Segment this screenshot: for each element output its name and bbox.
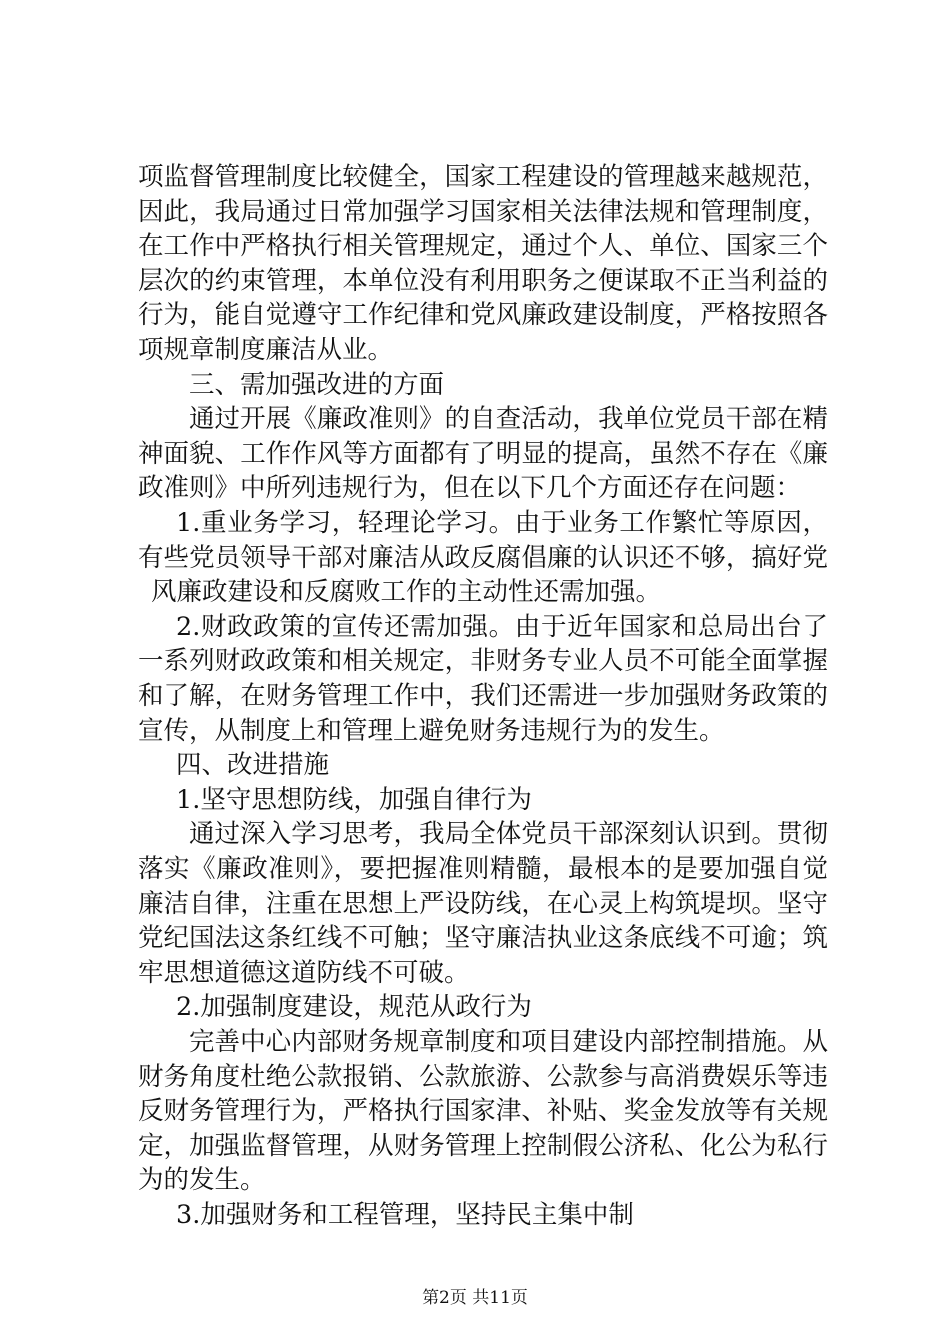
- section-heading: 四、改进措施: [176, 750, 330, 781]
- subsection-heading: 3.加强财务和工程管理，坚持民主集中制: [176, 1200, 634, 1230]
- text-line: 因此，我局通过日常加强学习国家相关法律法规和管理制度，: [138, 196, 828, 227]
- text-line: 神面貌、工作作风等方面都有了明显的提高，虽然不存在《廉: [138, 438, 828, 469]
- text-line: 行为，能自觉遵守工作纪律和党风廉政建设制度，严格按照各: [138, 300, 828, 331]
- page-number-footer: 第2页 共11页: [422, 1288, 528, 1308]
- text-line: 政准则》中所列违规行为，但在以下几个方面还存在问题：: [138, 473, 802, 504]
- text-line: 项监督管理制度比较健全，国家工程建设的管理越来越规范，: [138, 162, 828, 192]
- text-line: 党纪国法这条红线不可触；坚守廉洁执业这条底线不可逾；筑: [138, 923, 828, 954]
- text-line: 完善中心内部财务规章制度和项目建设内部控制措施。从: [189, 1027, 828, 1057]
- subsection-heading: 2.加强制度建设，规范从政行为: [176, 992, 532, 1023]
- text-line: 风廉政建设和反腐败工作的主动性还需加强。: [151, 577, 662, 608]
- text-line: 在工作中严格执行相关管理规定，通过个人、单位、国家三个: [138, 231, 828, 262]
- subsection-heading: 1.坚守思想防线，加强自律行为: [176, 784, 532, 815]
- section-heading: 三、需加强改进的方面: [189, 369, 445, 400]
- text-line: 财务角度杜绝公款报销、公款旅游、公款参与高消费娱乐等违: [138, 1061, 828, 1092]
- text-line: 宣传，从制度上和管理上避免财务违规行为的发生。: [138, 715, 725, 746]
- text-line: 1.重业务学习，轻理论学习。由于业务工作繁忙等原因，: [176, 508, 828, 538]
- text-line: 2.财政政策的宣传还需加强。由于近年国家和总局出台了: [176, 611, 828, 642]
- text-line: 牢思想道德这道防线不可破。: [138, 957, 470, 988]
- text-line: 层次的约束管理，本单位没有利用职务之便谋取不正当利益的: [138, 265, 828, 296]
- text-line: 反财务管理行为，严格执行国家津、补贴、奖金发放等有关规: [138, 1096, 828, 1127]
- text-line: 落实《廉政准则》，要把握准则精髓，最根本的是要加强自觉: [138, 854, 828, 884]
- text-line: 定，加强监督管理，从财务管理上控制假公济私、化公为私行: [138, 1130, 828, 1161]
- text-line: 和了解，在财务管理工作中，我们还需进一步加强财务政策的: [138, 681, 828, 711]
- text-line: 有些党员领导干部对廉洁从政反腐倡廉的认识还不够，搞好党: [138, 542, 828, 573]
- text-line: 通过开展《廉政准则》的自查活动，我单位党员干部在精: [189, 404, 828, 435]
- text-line: 廉洁自律，注重在思想上严设防线，在心灵上构筑堤坝。坚守: [138, 888, 828, 919]
- text-line: 为的发生。: [138, 1165, 266, 1196]
- text-line: 通过深入学习思考，我局全体党员干部深刻认识到。贯彻: [189, 819, 828, 850]
- text-line: 项规章制度廉洁从业。: [138, 335, 394, 365]
- text-line: 一系列财政政策和相关规定，非财务专业人员不可能全面掌握: [138, 646, 828, 677]
